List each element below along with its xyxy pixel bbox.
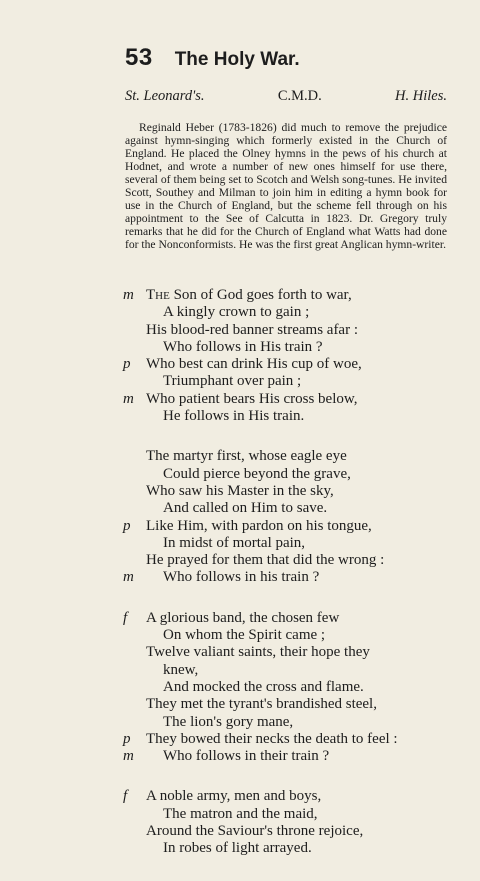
hymn-title: The Holy War. — [174, 49, 300, 70]
verse-line — [0, 304, 480, 321]
verse-line — [0, 518, 480, 535]
verse-line — [0, 569, 480, 586]
dynamic-mark: m — [123, 390, 134, 407]
verse-line — [0, 731, 480, 748]
verse-text: Around the Saviour's throne rejoice, — [146, 823, 364, 840]
verse-line — [0, 714, 480, 731]
verse-line — [0, 662, 480, 679]
intro-paragraph: Reginald Heber (1783-1826) did much to remove the prejudice against hymn-singing which formerly existed in the Church of England. He placed the Olney hymns in the pews of his church at Hodnet, and wrote a number of new ones himself for use there, several of them being set to Scotch and Welsh song-tunes. He invited Scott, Southey and Milman to join him in editing a hymn book for use in the Church of England, but the scheme fell through on his appointment to the See of Calcutta in 1823. Dr. Gregory truly remarks that he did for the Church of England what Watts had done for the Nonconformists. He was the first great Anglican hymn-writer. — [125, 121, 447, 251]
verse-text: And mocked the cross and flame. — [163, 678, 364, 695]
verse-text: In midst of mortal pain, — [163, 534, 306, 551]
dynamic-mark: m — [123, 569, 134, 586]
verse-line — [0, 466, 480, 483]
verse-line — [0, 356, 480, 373]
verse-text: Who patient bears His cross below, — [146, 390, 358, 407]
verse-text: They met the tyrant's brandished steel, — [146, 696, 377, 713]
verse-text: A glorious band, the chosen few — [146, 609, 340, 626]
verse-line — [0, 322, 480, 339]
verse-line — [0, 679, 480, 696]
verse-text: Twelve valiant saints, their hope they — [146, 644, 370, 661]
tune-name: St. Leonard's. — [125, 88, 205, 104]
hymn-text — [0, 287, 480, 881]
verse-text: Like Him, with pardon on his tongue, — [146, 517, 372, 534]
verse-text: Who follows in their train ? — [163, 748, 330, 765]
verse-text: In robes of light arrayed. — [163, 840, 312, 857]
dynamic-mark: f — [123, 788, 128, 805]
verse-line — [0, 627, 480, 644]
first-word: The — [146, 287, 170, 303]
verse-text: A noble army, men and boys, — [146, 788, 322, 805]
dynamic-mark: p — [123, 730, 131, 747]
dynamic-mark: p — [123, 356, 131, 373]
stanza — [0, 448, 480, 586]
verse-line — [0, 373, 480, 390]
dynamic-mark: m — [123, 748, 134, 765]
verse-line — [0, 748, 480, 765]
page-header — [125, 44, 300, 72]
meter: C.M.D. — [277, 88, 322, 104]
verse-text: He follows in His train. — [163, 408, 305, 425]
verse-text: Triumphant over pain ; — [163, 373, 302, 390]
verse-line — [0, 644, 480, 661]
dynamic-mark: p — [123, 517, 131, 534]
verse-text — [146, 287, 352, 304]
verse-line — [0, 408, 480, 425]
verse-line — [0, 552, 480, 569]
stanza — [0, 287, 480, 425]
verse-line — [0, 483, 480, 500]
verse-text: A kingly crown to gain ; — [163, 304, 310, 321]
verse-line — [0, 610, 480, 627]
verse-text: Could pierce beyond the grave, — [163, 465, 351, 482]
verse-text: On whom the Spirit came ; — [163, 627, 326, 644]
verse-text: The martyr first, whose eagle eye — [146, 448, 347, 465]
hymn-number: 53 — [125, 44, 153, 71]
verse-line — [0, 788, 480, 805]
verse-line — [0, 339, 480, 356]
verse-line — [0, 696, 480, 713]
stanza — [0, 788, 480, 857]
verse-text: Who saw his Master in the sky, — [146, 482, 334, 499]
hymn-meta — [125, 88, 447, 105]
verse-text: Who best can drink His cup of woe, — [146, 356, 362, 373]
verse-line — [0, 806, 480, 823]
verse-text: He prayed for them that did the wrong : — [146, 552, 385, 569]
verse-text: The lion's gory mane, — [163, 713, 294, 730]
verse-line — [0, 840, 480, 857]
verse-text: Who follows in his train ? — [163, 569, 320, 586]
verse-text: Who follows in His train ? — [163, 338, 323, 355]
verse-rest: Son of God goes forth to war, — [169, 287, 352, 303]
dynamic-mark: f — [123, 609, 128, 626]
verse-line — [0, 287, 480, 304]
verse-text: And called on Him to save. — [163, 500, 328, 517]
verse-text: His blood-red banner streams afar : — [146, 321, 359, 338]
verse-line — [0, 500, 480, 517]
verse-line — [0, 448, 480, 465]
stanza — [0, 610, 480, 766]
verse-text: The matron and the maid, — [163, 805, 318, 822]
composer-name: H. Hiles. — [395, 88, 447, 104]
verse-line — [0, 391, 480, 408]
verse-text: knew, — [163, 661, 199, 678]
dynamic-mark: m — [123, 287, 134, 303]
verse-line — [0, 823, 480, 840]
verse-line — [0, 535, 480, 552]
verse-text: They bowed their necks the death to feel : — [146, 730, 398, 747]
